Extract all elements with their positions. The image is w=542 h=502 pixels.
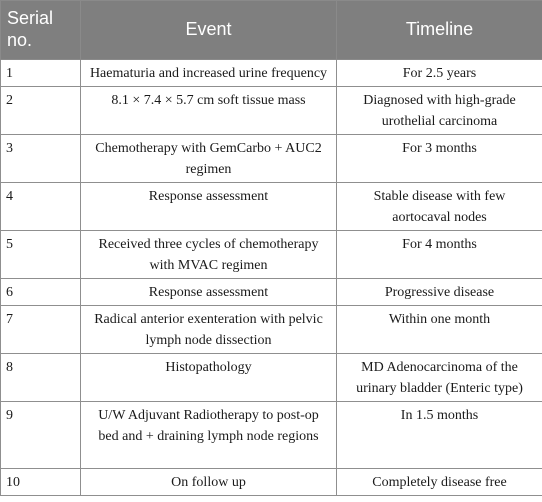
table-row	[1, 402, 542, 469]
table-row	[1, 231, 542, 279]
table-row	[1, 469, 542, 496]
event-cell: Haematuria and increased urine frequency	[81, 60, 337, 87]
table-row	[1, 183, 542, 231]
table-row	[1, 306, 542, 354]
table-row	[1, 279, 542, 306]
header-timeline: Timeline	[337, 1, 542, 60]
serial-cell: 8	[1, 354, 81, 402]
timeline-cell: MD Adenocarcinoma of the urinary bladder (Enteric type)	[337, 354, 542, 402]
timeline-cell: Within one month	[337, 306, 542, 354]
timeline-cell: In 1.5 months	[337, 402, 542, 469]
event-cell: Response assessment	[81, 183, 337, 231]
timeline-cell: Stable disease with few aortocaval nodes	[337, 183, 542, 231]
table-row	[1, 354, 542, 402]
timeline-cell: Progressive disease	[337, 279, 542, 306]
event-cell: Chemotherapy with GemCarbo + AUC2 regimen	[81, 135, 337, 183]
timeline-cell: For 4 months	[337, 231, 542, 279]
timeline-cell: Completely disease free	[337, 469, 542, 496]
event-cell: Received three cycles of chemotherapy with MVAC regimen	[81, 231, 337, 279]
serial-cell: 10	[1, 469, 81, 496]
serial-cell: 7	[1, 306, 81, 354]
serial-cell: 3	[1, 135, 81, 183]
serial-cell: 2	[1, 87, 81, 135]
serial-cell: 1	[1, 60, 81, 87]
event-cell: Radical anterior exenteration with pelvic lymph node dissection	[81, 306, 337, 354]
table-row	[1, 60, 542, 87]
event-cell: U/W Adjuvant Radiotherapy to post-op bed and + draining lymph node regions	[81, 402, 337, 469]
header-serial: Serial no.	[1, 1, 81, 60]
timeline-cell: For 3 months	[337, 135, 542, 183]
event-cell: Response assessment	[81, 279, 337, 306]
event-cell: On follow up	[81, 469, 337, 496]
serial-cell: 5	[1, 231, 81, 279]
serial-cell: 4	[1, 183, 81, 231]
header-row	[1, 1, 542, 60]
table-row	[1, 87, 542, 135]
serial-cell: 9	[1, 402, 81, 469]
table-row	[1, 135, 542, 183]
serial-cell: 6	[1, 279, 81, 306]
event-cell: 8.1 × 7.4 × 5.7 cm soft tissue mass	[81, 87, 337, 135]
timeline-cell: For 2.5 years	[337, 60, 542, 87]
timeline-cell: Diagnosed with high-grade urothelial carcinoma	[337, 87, 542, 135]
header-event: Event	[81, 1, 337, 60]
event-cell: Histopathology	[81, 354, 337, 402]
